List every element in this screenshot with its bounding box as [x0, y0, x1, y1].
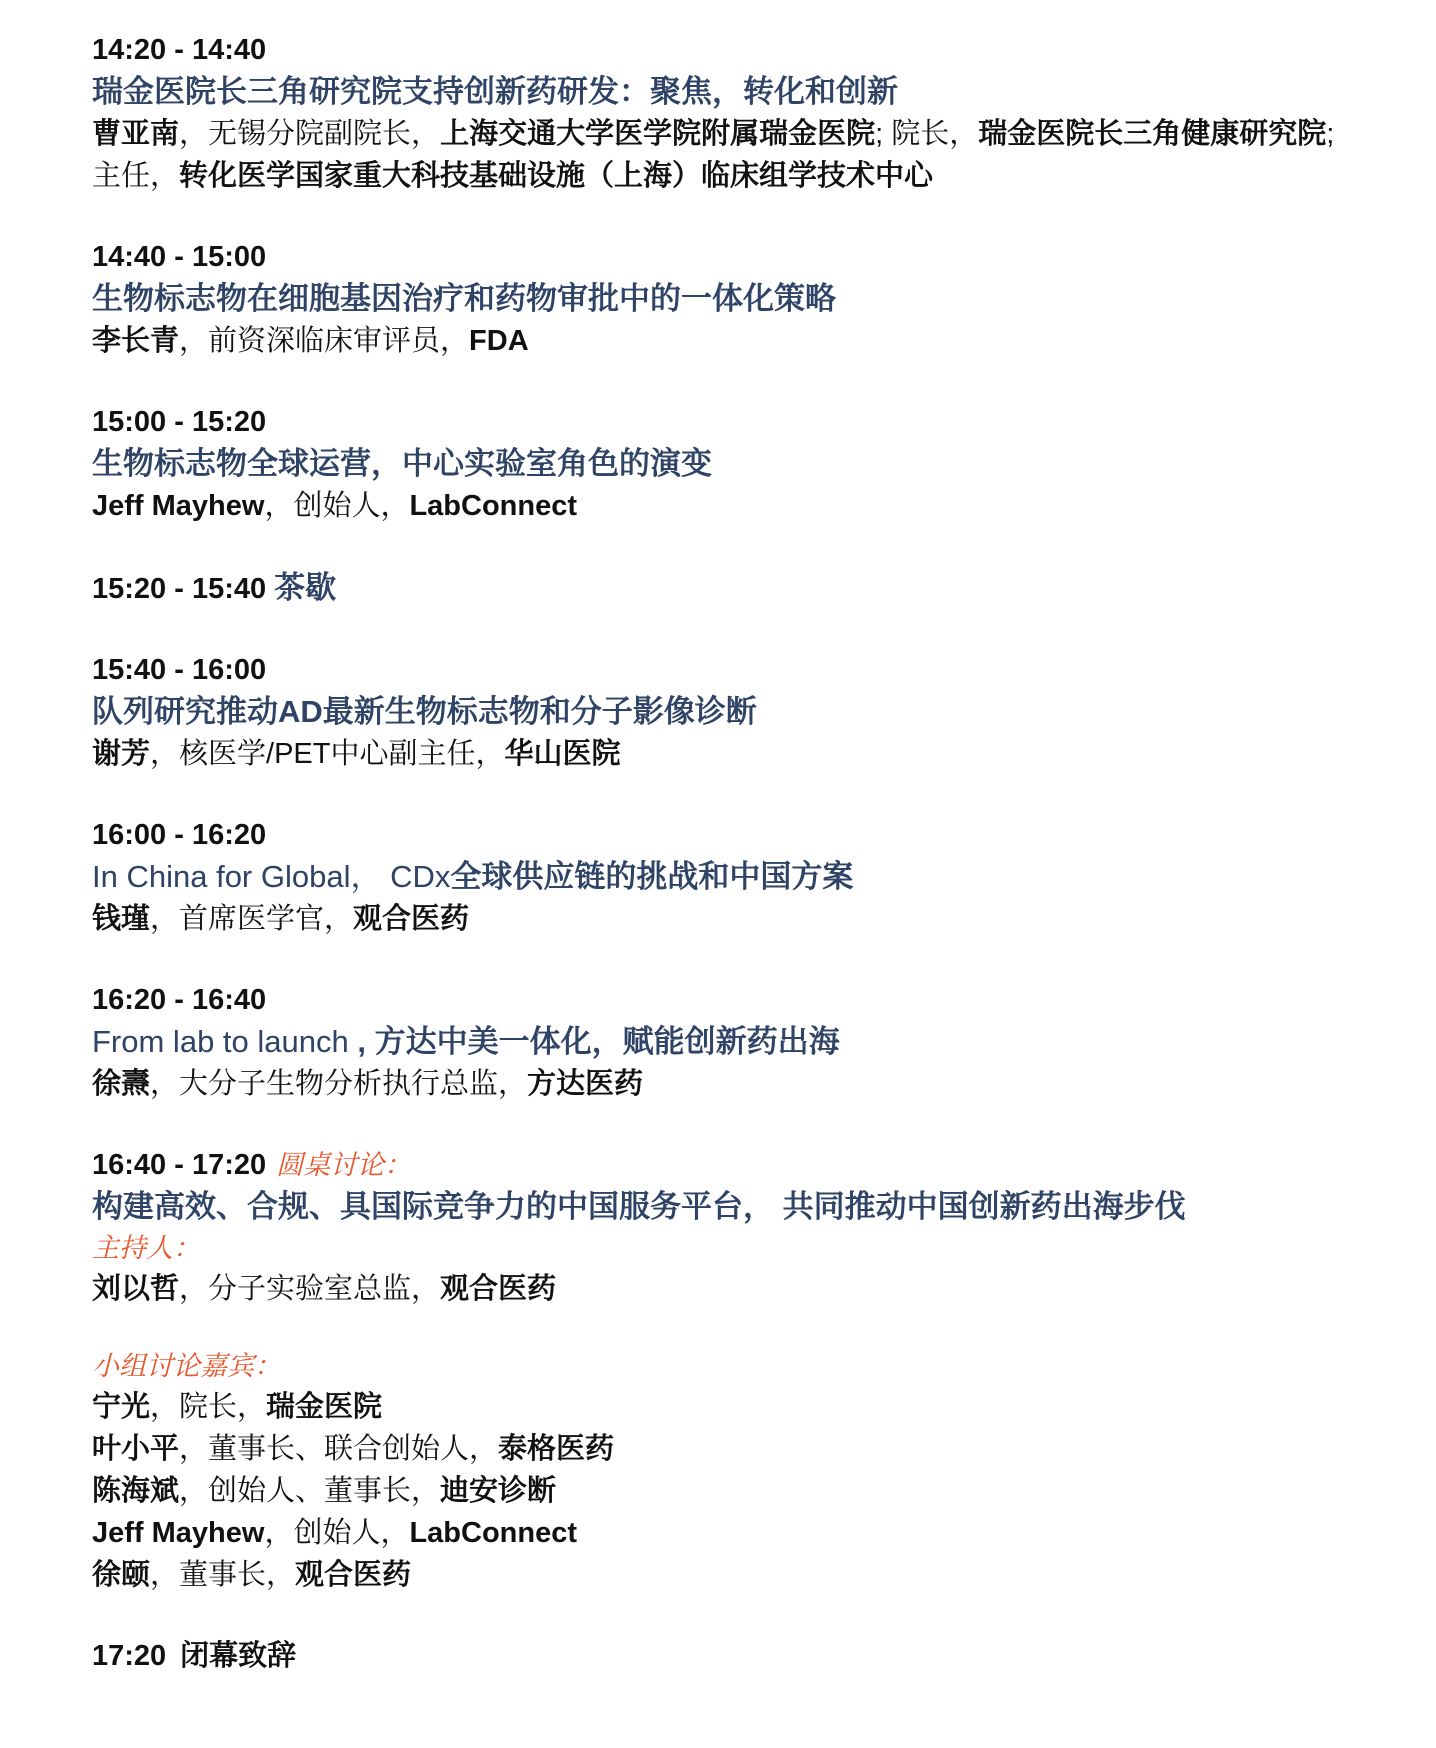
- panelist: [92, 1512, 1352, 1554]
- speaker-role: ，首席医学官，: [150, 903, 354, 935]
- session-title-latin: From lab to launch: [92, 1024, 349, 1059]
- session-title-latin: In China for Global， CDx: [92, 859, 451, 894]
- speaker-info: [92, 485, 1352, 527]
- speaker-org: FDA: [469, 325, 529, 357]
- speaker-name: Jeff Mayhew: [92, 1517, 265, 1549]
- speaker-info: [92, 1063, 1352, 1105]
- speaker-name: 刘以哲: [92, 1273, 180, 1305]
- host-label: 主持人：: [92, 1233, 200, 1263]
- session-time: 17:20: [92, 1640, 167, 1672]
- agenda: [92, 30, 1392, 1717]
- speaker-name: 谢芳: [92, 738, 151, 770]
- session-title: 生物标志物在细胞基因治疗和药物审批中的一体化策略: [92, 281, 836, 316]
- speaker-role: ，董事长，: [150, 1559, 296, 1591]
- separator: ，: [179, 118, 209, 150]
- session-title: [92, 856, 1392, 898]
- speaker-org: 方达医药: [527, 1068, 644, 1100]
- roundtable-header: [92, 1145, 1392, 1186]
- session-title: 茶歇: [274, 570, 337, 605]
- speaker-name: 李长青: [92, 325, 180, 357]
- speaker-name: 宁光: [92, 1391, 151, 1423]
- speaker-info: [92, 113, 1352, 197]
- speaker-name: 叶小平: [92, 1433, 180, 1465]
- speaker-role: 无锡分院副院长: [208, 118, 412, 150]
- speaker-role: ，前资深临床审评员，: [179, 325, 470, 357]
- session-2: [92, 237, 1392, 362]
- speaker-role: ，创始人，: [264, 490, 410, 522]
- session-3: [92, 402, 1392, 527]
- speaker-name: 徐颐: [92, 1559, 151, 1591]
- speaker-org: 迪安诊断: [440, 1475, 557, 1507]
- session-time: 15:00 - 15:20: [92, 406, 267, 438]
- speaker-role: ，院长，: [150, 1391, 267, 1423]
- speaker-role: ，大分子生物分析执行总监，: [150, 1068, 528, 1100]
- spacer: [92, 1310, 1392, 1346]
- speaker-role: ，核医学/PET中心副主任，: [150, 738, 505, 770]
- speaker-role: ; 院长: [875, 118, 950, 150]
- session-title-chinese: 全球供应链的挑战和中国方案: [450, 859, 854, 894]
- speaker-name: 徐燾: [92, 1068, 151, 1100]
- panelist: [92, 1470, 1352, 1512]
- speaker-org: 观合医药: [440, 1273, 557, 1305]
- session-time: 16:00 - 16:20: [92, 819, 267, 851]
- session-roundtable: [92, 1145, 1392, 1596]
- session-time: 15:40 - 16:00: [92, 654, 267, 686]
- closing-row: [92, 1636, 1392, 1677]
- speaker-info: [92, 320, 1352, 362]
- session-break: [92, 567, 1392, 610]
- speaker-role: ，创始人，: [264, 1517, 410, 1549]
- speaker-org: 华山医院: [504, 738, 621, 770]
- panelist: [92, 1386, 1352, 1428]
- speaker-org: 观合医药: [353, 903, 470, 935]
- separator: ，: [949, 118, 979, 150]
- session-title-chinese: , 方达中美一体化，赋能创新药出海: [348, 1024, 840, 1059]
- speaker-name: 陈海斌: [92, 1475, 180, 1507]
- session-time: 16:20 - 16:40: [92, 984, 267, 1016]
- speaker-org: 转化医学国家重大科技基础设施（上海）临床组学技术中心: [179, 160, 934, 192]
- speaker-org: 瑞金医院长三角健康研究院: [978, 118, 1327, 150]
- speaker-role: ，分子实验室总监，: [179, 1273, 441, 1305]
- session-title: 队列研究推动AD最新生物标志物和分子影像诊断: [92, 694, 757, 729]
- panelist: [92, 1554, 1352, 1596]
- session-title: 瑞金医院长三角研究院支持创新药研发：聚焦，转化和创新: [92, 74, 898, 109]
- session-time: 14:40 - 15:00: [92, 241, 267, 273]
- session-title: [92, 1021, 1392, 1063]
- separator: ，: [150, 160, 180, 192]
- break-row: [92, 567, 1392, 610]
- panel-label: 小组讨论嘉宾：: [92, 1351, 281, 1381]
- speaker-name: Jeff Mayhew: [92, 490, 265, 522]
- speaker-org: 观合医药: [295, 1559, 412, 1591]
- host-info: [92, 1268, 1352, 1310]
- session-closing: [92, 1636, 1392, 1677]
- speaker-info: [92, 733, 1352, 775]
- separator: ，: [411, 118, 441, 150]
- session-5: [92, 650, 1392, 775]
- speaker-org: 泰格医药: [498, 1433, 615, 1465]
- speaker-role: ; 主任: [92, 118, 1335, 192]
- session-title: 构建高效、合规、具国际竞争力的中国服务平台， 共同推动中国创新药出海步伐: [92, 1189, 1186, 1224]
- speaker-role: ，创始人、董事长，: [179, 1475, 441, 1507]
- speaker-role: ，董事长、联合创始人，: [179, 1433, 499, 1465]
- roundtable-label: 圆桌讨论：: [276, 1150, 412, 1180]
- speaker-name: 曹亚南: [92, 118, 180, 150]
- session-time: 16:40 - 17:20: [92, 1149, 267, 1181]
- session-1: [92, 30, 1392, 197]
- panelist: [92, 1428, 1352, 1470]
- speaker-org: 上海交通大学医学院附属瑞金医院: [440, 118, 876, 150]
- speaker-org: 瑞金医院: [266, 1391, 383, 1423]
- session-6: [92, 815, 1392, 940]
- speaker-org: LabConnect: [409, 1517, 578, 1549]
- session-7: [92, 980, 1392, 1105]
- speaker-name: 钱瑾: [92, 903, 151, 935]
- session-title: 生物标志物全球运营，中心实验室角色的演变: [92, 446, 712, 481]
- speaker-info: [92, 898, 1352, 940]
- session-time: 15:20 - 15:40: [92, 573, 267, 605]
- speaker-org: LabConnect: [409, 490, 578, 522]
- session-title: 闭幕致辞: [180, 1640, 297, 1672]
- session-time: 14:20 - 14:40: [92, 34, 267, 66]
